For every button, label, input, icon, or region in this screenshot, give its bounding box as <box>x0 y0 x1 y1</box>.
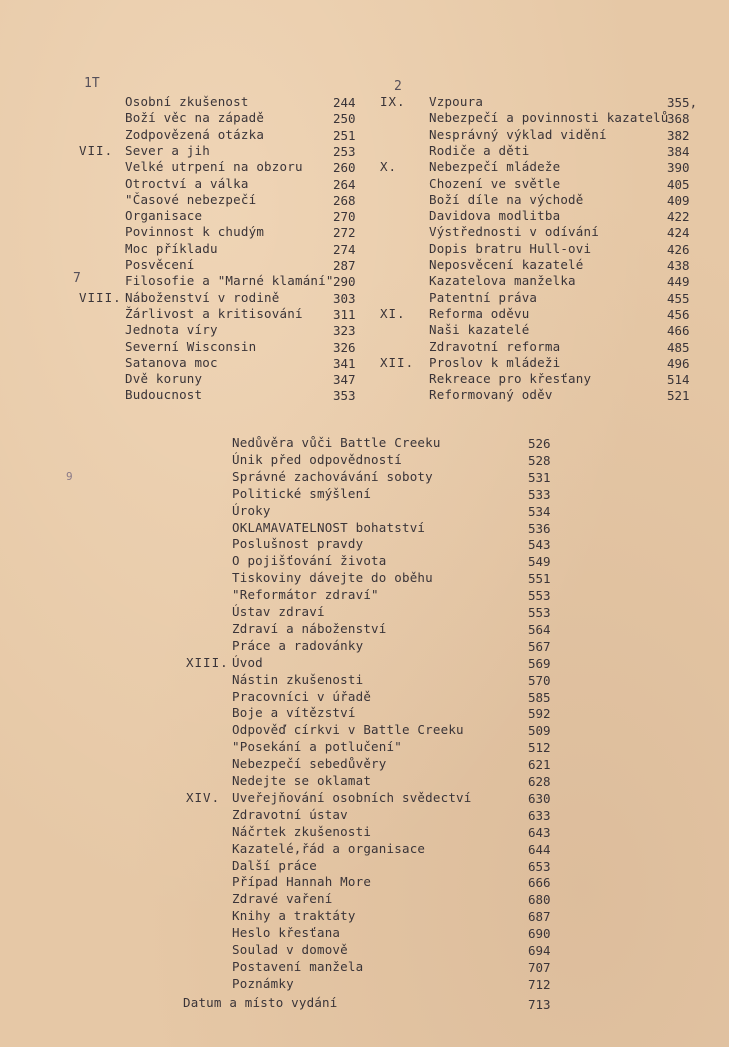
toc-entry-title: Budoucnost <box>125 387 203 403</box>
toc-entry-page: 712 <box>528 976 551 992</box>
toc-entry-page: 341 <box>333 355 356 371</box>
toc-entry-page: 553 <box>528 605 551 620</box>
toc-entry-page: 690 <box>528 926 551 942</box>
toc-entry-title: Tiskoviny dávejte do oběhu <box>232 570 433 586</box>
toc-entry-title: Satanova moc <box>125 354 218 370</box>
toc-entry-title: Sever a jih <box>125 142 210 158</box>
toc-entry-page: 528 <box>528 452 551 468</box>
toc-entry-page: 707 <box>528 959 551 975</box>
toc-entry-page: 268 <box>333 192 356 208</box>
page-mark-margin-7: 7 <box>73 271 81 286</box>
toc-entry-title: Neposvěcení kazatelé <box>429 257 584 272</box>
toc-entry-title: Případ Hannah More <box>232 874 372 890</box>
toc-entry-title: Reforma oděvu <box>429 305 530 321</box>
page-mark-top-left: 1T <box>84 76 100 91</box>
toc-entry-page: 536 <box>528 520 551 536</box>
toc-entry-page: 424 <box>667 225 690 241</box>
toc-entry-title: Boží díle na východě <box>429 191 584 207</box>
toc-entry-page: 326 <box>333 339 356 355</box>
toc-entry-page: 496 <box>667 355 690 371</box>
toc-entry-title: Dopis bratru Hull-ovi <box>429 240 592 256</box>
toc-entry-page: 633 <box>528 807 551 823</box>
toc-entry-page: 466 <box>667 323 690 339</box>
toc-entry-title: Nebezpečí mládeže <box>429 159 561 175</box>
toc-entry-title: Heslo křesťana <box>232 925 341 941</box>
toc-entry-page: 512 <box>528 740 551 756</box>
toc-final-page: 713 <box>528 997 551 1012</box>
toc-entry-page: 405 <box>667 176 690 192</box>
toc-entry-title: Ústav zdraví <box>232 604 325 619</box>
toc-entry-page: 353 <box>333 388 356 404</box>
toc-entry-page: 456 <box>667 306 690 322</box>
toc-entry-page: 551 <box>528 571 551 587</box>
toc-entry-page: 569 <box>528 655 551 671</box>
toc-entry-title: Soulad v domově <box>232 942 348 957</box>
toc-entry-page: 311 <box>333 306 356 322</box>
toc-entry-title: Výstřednosti v odívání <box>429 224 599 240</box>
toc-entry-title: Kazatelova manželka <box>429 273 576 289</box>
toc-entry-page: 272 <box>333 225 356 241</box>
toc-entry-page: 514 <box>667 372 690 388</box>
toc-entry-page: 303 <box>333 290 356 306</box>
toc-entry-title: Jednota víry <box>125 322 218 338</box>
toc-entry-page: 564 <box>528 621 551 637</box>
toc-entry-title: Povinnost k chudým <box>125 224 265 240</box>
toc-chapter-roman: VII. <box>79 142 114 158</box>
toc-entry-title: OKLAMAVATELNOST bohatství <box>232 519 426 535</box>
toc-entry-title: Nesprávný výklad vidění <box>429 126 607 142</box>
toc-entry-title: Filosofie a "Marné klamání" <box>125 273 334 289</box>
toc-entry-title: Nedůvěra vůči Battle Creeku <box>232 435 441 450</box>
toc-entry-page: 643 <box>528 824 551 840</box>
toc-entry-title: Moc příkladu <box>125 240 218 256</box>
toc-chapter-roman: XII. <box>380 354 415 370</box>
toc-entry-title: Poznámky <box>232 975 294 991</box>
toc-entry-title: Zdraví a náboženství <box>232 620 387 636</box>
toc-entry-page: 390 <box>667 160 690 176</box>
toc-entry-page: 621 <box>528 757 551 773</box>
toc-entry-page: 449 <box>667 274 690 290</box>
toc-entry-title: Únik před odpovědností <box>232 451 402 467</box>
toc-entry-page: 251 <box>333 127 356 143</box>
toc-entry-title: Náboženství v rodině <box>125 289 280 305</box>
toc-entry-page: 653 <box>528 858 551 874</box>
toc-entry-page: 666 <box>528 875 551 891</box>
toc-entry-title: Práce a radovánky <box>232 637 364 653</box>
toc-entry-title: Další práce <box>232 857 317 873</box>
toc-entry-title: Velké utrpení na obzoru <box>125 159 303 175</box>
toc-entry-title: Žárlivost a kritisování <box>125 305 303 321</box>
toc-entry-title: Politické smýšlení <box>232 485 372 501</box>
toc-entry-title: Knihy a traktáty <box>232 908 356 924</box>
toc-entry-page: 260 <box>333 160 356 176</box>
toc-entry-title: Pracovníci v úřadě <box>232 688 372 704</box>
toc-entry-page: 630 <box>528 790 551 806</box>
toc-final-title: Datum a místo vydání <box>183 995 338 1010</box>
toc-entry-page: 264 <box>333 176 356 192</box>
toc-chapter-roman: XI. <box>380 305 406 321</box>
toc-entry-title: Organisace <box>125 208 203 224</box>
toc-entry-title: Správné zachovávání soboty <box>232 468 433 484</box>
toc-entry-title: Nebezpečí a povinnosti kazatelů <box>429 110 669 126</box>
toc-entry-title: Postavení manžela <box>232 958 364 974</box>
toc-entry-page: 347 <box>333 372 356 388</box>
toc-entry-title: Zodpovězená otázka <box>125 126 265 142</box>
toc-entry-page: 543 <box>528 537 551 553</box>
toc-entry-title: Patentní práva <box>429 289 538 305</box>
toc-entry-title: Odpověď církvi v Battle Creeku <box>232 722 464 738</box>
toc-chapter-roman: VIII. <box>79 289 122 305</box>
toc-entry-title: Úroky <box>232 502 271 518</box>
toc-entry-page: 533 <box>528 486 551 502</box>
toc-entry-title: "Reformátor zdraví" <box>232 587 379 603</box>
toc-entry-page: 323 <box>333 323 356 339</box>
toc-entry-title: Davidova modlitba <box>429 208 561 224</box>
toc-chapter-roman: XIV. <box>186 789 221 805</box>
toc-entry-title: Nedejte se oklamat <box>232 773 372 788</box>
toc-entry-page: 687 <box>528 909 551 925</box>
page-mark-margin-9: 9 <box>66 470 73 483</box>
toc-entry-page: 384 <box>667 143 690 159</box>
toc-entry-page: 250 <box>333 111 356 127</box>
toc-entry-title: "Posekání a potlučení" <box>232 739 402 755</box>
toc-entry-page: 382 <box>667 127 690 143</box>
toc-entry-page: 438 <box>667 258 690 273</box>
toc-entry-title: O pojišťování života <box>232 553 387 569</box>
toc-entry-page: 426 <box>667 241 690 257</box>
toc-entry-page: 521 <box>667 388 690 404</box>
toc-entry-page: 270 <box>333 209 356 225</box>
toc-entry-page: 567 <box>528 638 551 654</box>
toc-entry-page: 628 <box>528 774 551 789</box>
toc-entry-title: Osobní zkušenost <box>125 94 249 109</box>
toc-entry-page: 244 <box>333 95 356 110</box>
toc-entry-title: Reformovaný oděv <box>429 387 553 403</box>
toc-entry-page: 570 <box>528 672 551 688</box>
toc-entry-title: Otroctví a válka <box>125 175 249 191</box>
toc-entry-page: 644 <box>528 841 551 857</box>
toc-entry-title: Severní Wisconsin <box>125 338 257 354</box>
toc-entry-title: Rodiče a děti <box>429 142 530 158</box>
toc-entry-title: Boží věc na západě <box>125 110 265 126</box>
toc-entry-page: 694 <box>528 943 551 958</box>
toc-entry-page: 509 <box>528 723 551 739</box>
toc-entry-title: Boje a vítězství <box>232 705 356 721</box>
toc-entry-title: Úvod <box>232 654 263 670</box>
toc-entry-page: 409 <box>667 192 690 208</box>
toc-entry-title: Náčrtek zkušenosti <box>232 823 372 839</box>
toc-chapter-roman: X. <box>380 159 398 175</box>
toc-entry-page: 422 <box>667 209 690 225</box>
toc-entry-page: 680 <box>528 892 551 908</box>
toc-entry-title: Nebezpečí sebedůvěry <box>232 756 387 772</box>
toc-entry-title: Zdravotní ústav <box>232 806 348 822</box>
toc-entry-page: 585 <box>528 689 551 705</box>
toc-entry-title: Chození ve světle <box>429 175 561 191</box>
toc-entry-title: Vzpoura <box>429 94 484 109</box>
toc-entry-page: 531 <box>528 469 551 485</box>
toc-entry-page: 549 <box>528 554 551 570</box>
toc-entry-title: Dvě koruny <box>125 371 203 387</box>
toc-entry-title: Uveřejňování osobních svědectví <box>232 789 472 805</box>
toc-entry-page: 526 <box>528 436 551 451</box>
toc-entry-title: Zdravotní reforma <box>429 338 561 354</box>
toc-entry-title: "Časové nebezpečí <box>125 191 257 207</box>
toc-entry-page: 290 <box>333 274 356 290</box>
toc-entry-page: 485 <box>667 339 690 355</box>
toc-entry-title: Zdravé vaření <box>232 891 333 907</box>
toc-entry-page: 534 <box>528 503 551 519</box>
toc-entry-page: 455 <box>667 290 690 306</box>
toc-entry-page: 592 <box>528 706 551 722</box>
toc-entry-page: 553 <box>528 588 551 604</box>
toc-entry-page: 368 <box>667 111 690 127</box>
toc-entry-title: Proslov k mládeži <box>429 354 561 370</box>
toc-chapter-roman: IX. <box>380 94 406 109</box>
toc-entry-title: Nástin zkušenosti <box>232 671 364 687</box>
toc-entry-title: Kazatelé,řád a organisace <box>232 840 426 856</box>
toc-entry-page: 287 <box>333 258 356 273</box>
toc-chapter-roman: XIII. <box>186 654 229 670</box>
page-mark-top-right: 2 <box>394 79 402 94</box>
toc-entry-title: Poslušnost pravdy <box>232 536 364 552</box>
toc-entry-page: 274 <box>333 241 356 257</box>
toc-entry-page: 355, <box>667 95 698 110</box>
toc-entry-page: 253 <box>333 143 356 159</box>
toc-entry-title: Naši kazatelé <box>429 322 530 338</box>
toc-entry-title: Posvěcení <box>125 257 195 272</box>
toc-entry-title: Rekreace pro křesťany <box>429 371 592 387</box>
